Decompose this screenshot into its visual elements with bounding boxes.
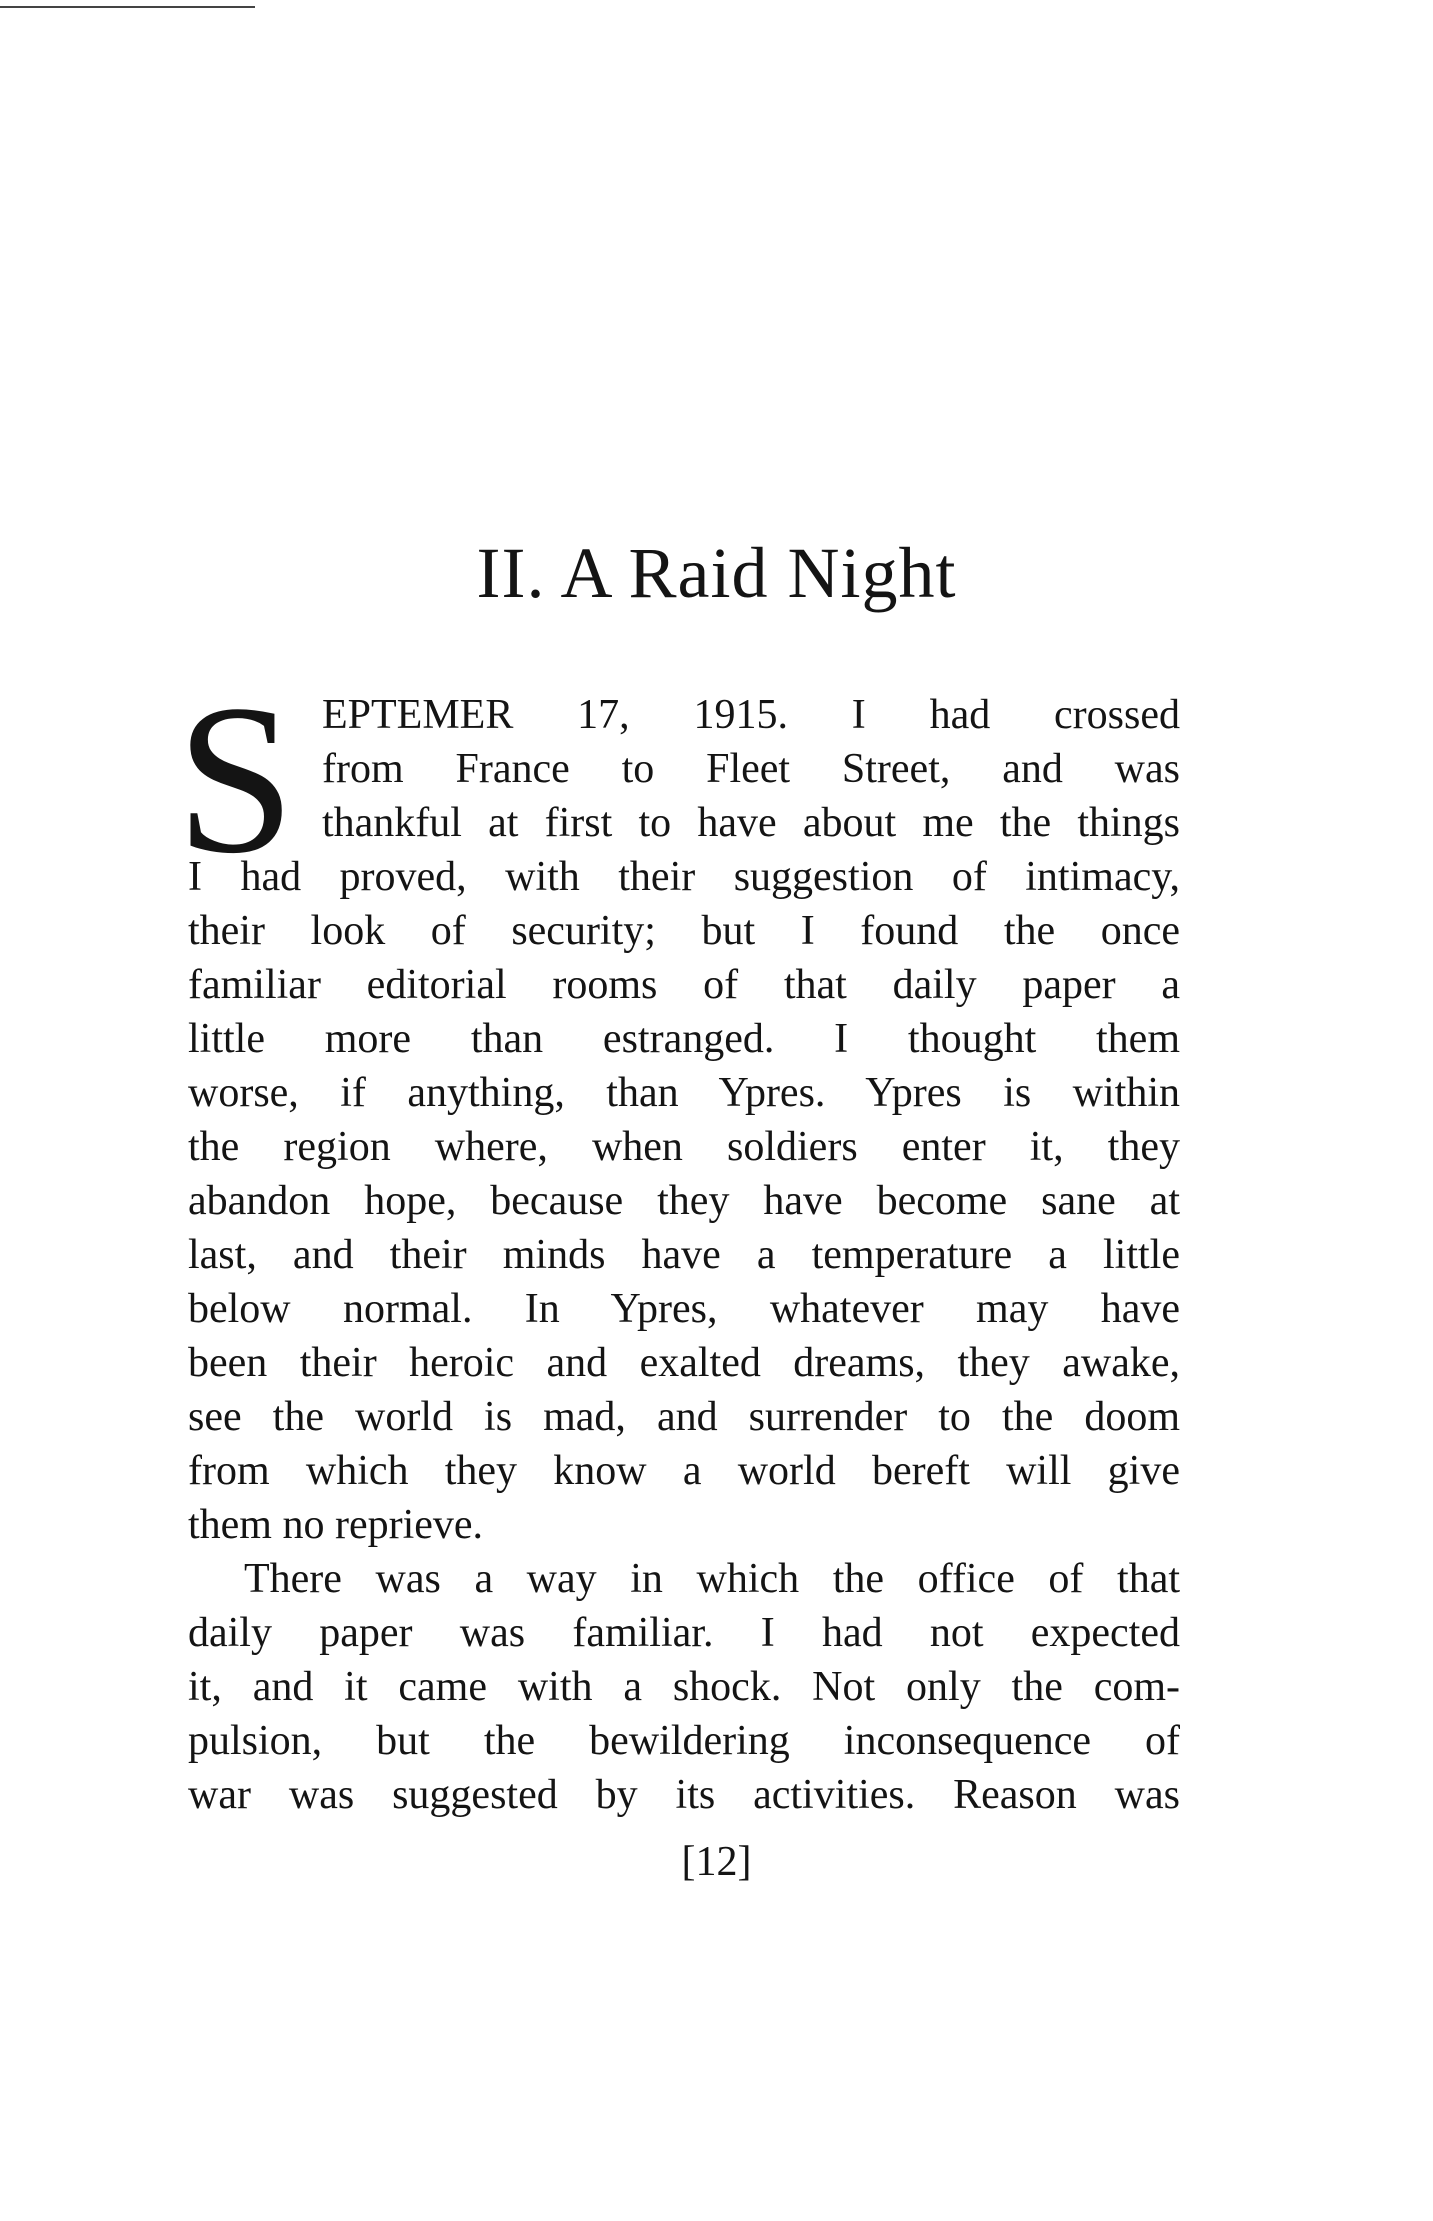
text-line: little more than estranged. I thought them [188, 1016, 1180, 1062]
text-line: familiar editorial rooms of that daily paper a [188, 962, 1180, 1008]
text-line: them no reprieve. [188, 1502, 484, 1548]
text-line: it, and it came with a shock. Not only the com- [188, 1664, 1180, 1710]
chapter-title: II. A Raid Night [476, 533, 957, 613]
text-line: pulsion, but the bewildering inconsequence of [188, 1718, 1180, 1764]
text-line: EPTEMER 17, 1915. I had crossed [322, 692, 1180, 738]
top-rule [0, 6, 255, 8]
text-line: been their heroic and exalted dreams, they awake, [188, 1340, 1180, 1386]
text-line: the region where, when soldiers enter it, they [188, 1124, 1180, 1170]
text-line: war was suggested by its activities. Reason was [188, 1772, 1180, 1818]
text-line: from France to Fleet Street, and was [322, 746, 1180, 792]
text-line: daily paper was familiar. I had not expected [188, 1610, 1180, 1656]
text-line: worse, if anything, than Ypres. Ypres is within [188, 1070, 1180, 1116]
text-line: last, and their minds have a temperature a little [188, 1232, 1180, 1278]
drop-cap: S [176, 661, 296, 898]
text-line: thankful at first to have about me the things [322, 800, 1180, 846]
text-line: below normal. In Ypres, whatever may have [188, 1286, 1180, 1332]
text-line: their look of security; but I found the once [188, 908, 1180, 954]
text-line: see the world is mad, and surrender to the doom [188, 1394, 1180, 1440]
text-line: from which they know a world bereft will give [188, 1448, 1180, 1494]
page-number: [12] [681, 1839, 752, 1885]
text-line: I had proved, with their suggestion of intimacy, [188, 854, 1180, 900]
text-line: There was a way in which the office of that [244, 1556, 1180, 1602]
text-line: abandon hope, because they have become sane at [188, 1178, 1180, 1224]
